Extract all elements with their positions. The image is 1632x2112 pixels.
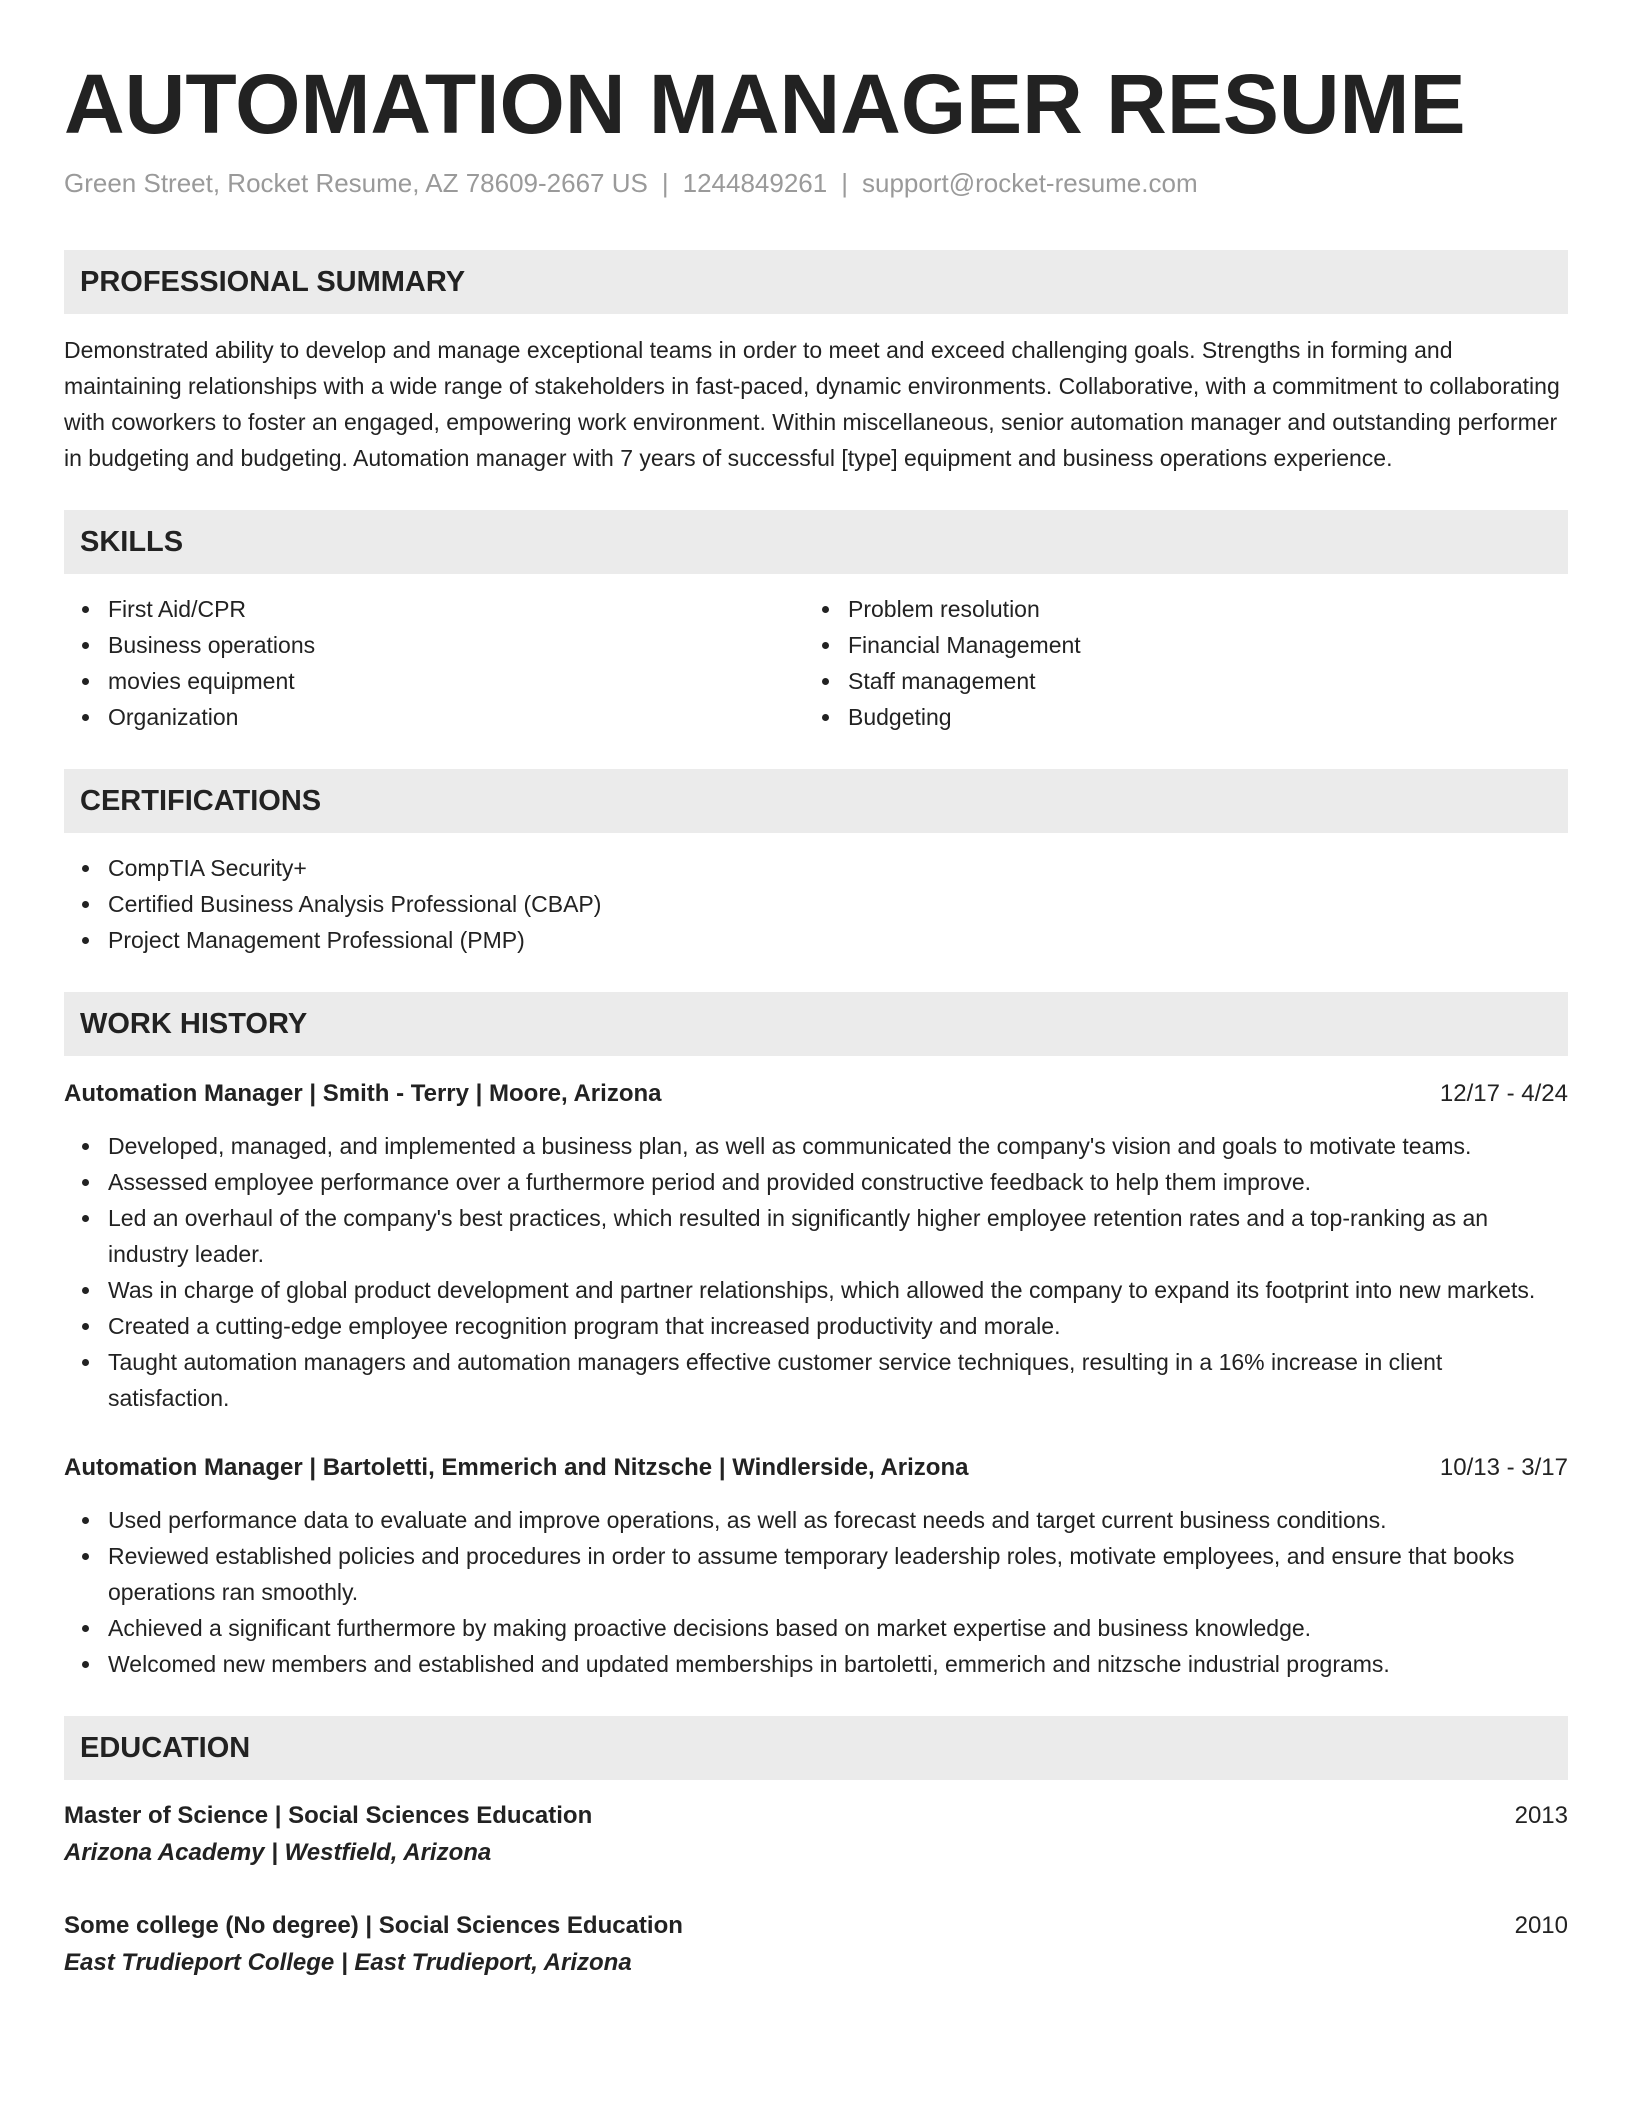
job-bullet: Was in charge of global product development and partner relationships, which allowed the company to expand its footprint into new markets. [108, 1272, 1568, 1308]
skill-item: Budgeting [848, 699, 1544, 735]
job-entry [64, 1076, 1568, 1416]
skill-item: Financial Management [848, 627, 1544, 663]
job-bullet: Assessed employee performance over a furthermore period and provided constructive feedback to help them improve. [108, 1164, 1568, 1200]
job-bullet: Reviewed established policies and procedures in order to assume temporary leadership roles, motivate employees, and ensure that books operations ran smoothly. [108, 1538, 1568, 1610]
education-heading: EDUCATION [64, 1716, 1568, 1780]
education-school: Arizona Academy | Westfield, Arizona [64, 1839, 492, 1866]
job-entry [64, 1450, 1568, 1682]
job-bullets [64, 1502, 1568, 1682]
education-degree: Master of Science | Social Sciences Education [64, 1802, 593, 1829]
job-dates: 12/17 - 4/24 [1439, 1080, 1568, 1107]
summary-text: Demonstrated ability to develop and manage exceptional teams in order to meet and exceed challenging goals. Strengths in forming and maintaining relationships with a wide range of stakeholders in fast-paced, dynamic environments. Collaborative, with a commitment to collaborating with coworkers to foster an engaged, empowering work environment. Within miscellaneous, senior automation manager and outstanding performer in budgeting and budgeting. Automation manager with 7 years of successful [type] equipment and business operations experience. [64, 337, 1560, 471]
skill-item: Organization [108, 699, 804, 735]
skills-heading: SKILLS [64, 510, 1568, 574]
skills-list [64, 591, 1568, 735]
skill-item: movies equipment [108, 663, 804, 699]
job-bullet: Taught automation managers and automation managers effective customer service techniques, resulting in a 16% increase in client satisfaction. [108, 1344, 1568, 1416]
resume-title: AUTOMATION MANAGER RESUME [64, 57, 1466, 151]
job-dates: 10/13 - 3/17 [1439, 1454, 1568, 1481]
education-year: 2010 [1514, 1912, 1568, 1939]
education-entry [64, 1908, 1568, 1982]
job-bullet: Led an overhaul of the company's best practices, which resulted in significantly higher employee retention rates and a top-ranking as an industry leader. [108, 1200, 1568, 1272]
contact-separator: | [661, 168, 669, 198]
work-history-heading: WORK HISTORY [64, 992, 1568, 1056]
education-degree: Some college (No degree) | Social Sciences Education [64, 1912, 683, 1939]
skill-item: First Aid/CPR [108, 591, 804, 627]
skill-item: Problem resolution [848, 591, 1544, 627]
contact-separator: | [841, 168, 848, 198]
certification-item: Certified Business Analysis Professional (CBAP) [108, 886, 1568, 922]
skills-column-right [804, 591, 1544, 735]
certification-item: CompTIA Security+ [108, 850, 1568, 886]
contact-address: Green Street, Rocket Resume, AZ 78609-2667 US [64, 168, 648, 198]
certifications-heading: CERTIFICATIONS [64, 769, 1568, 833]
job-bullet: Welcomed new members and established and updated memberships in bartoletti, emmerich and nitzsche industrial programs. [108, 1646, 1568, 1682]
job-bullet: Used performance data to evaluate and improve operations, as well as forecast needs and target current business conditions. [108, 1502, 1568, 1538]
education-school: East Trudieport College | East Trudieport, Arizona [64, 1949, 632, 1976]
job-bullets [64, 1128, 1568, 1416]
job-bullet: Developed, managed, and implemented a business plan, as well as communicated the company's vision and goals to motivate teams. [108, 1128, 1568, 1164]
education-entry [64, 1798, 1568, 1872]
skills-column-left [64, 591, 804, 735]
contact-phone: 1244849261 [682, 168, 828, 198]
job-title: Automation Manager | Smith - Terry | Moore, Arizona [64, 1080, 662, 1107]
job-bullet: Achieved a significant furthermore by making proactive decisions based on market expertise and business knowledge. [108, 1610, 1568, 1646]
summary-heading: PROFESSIONAL SUMMARY [64, 250, 1568, 314]
education-year: 2013 [1514, 1802, 1568, 1829]
skill-item: Staff management [848, 663, 1544, 699]
job-bullet: Created a cutting-edge employee recognition program that increased productivity and morale. [108, 1308, 1568, 1344]
certification-item: Project Management Professional (PMP) [108, 922, 1568, 958]
skill-item: Business operations [108, 627, 804, 663]
contact-line [64, 166, 1568, 200]
certifications-list [64, 850, 1568, 958]
contact-email: support@rocket-resume.com [862, 168, 1198, 198]
job-title: Automation Manager | Bartoletti, Emmerich and Nitzsche | Windlerside, Arizona [64, 1454, 969, 1481]
